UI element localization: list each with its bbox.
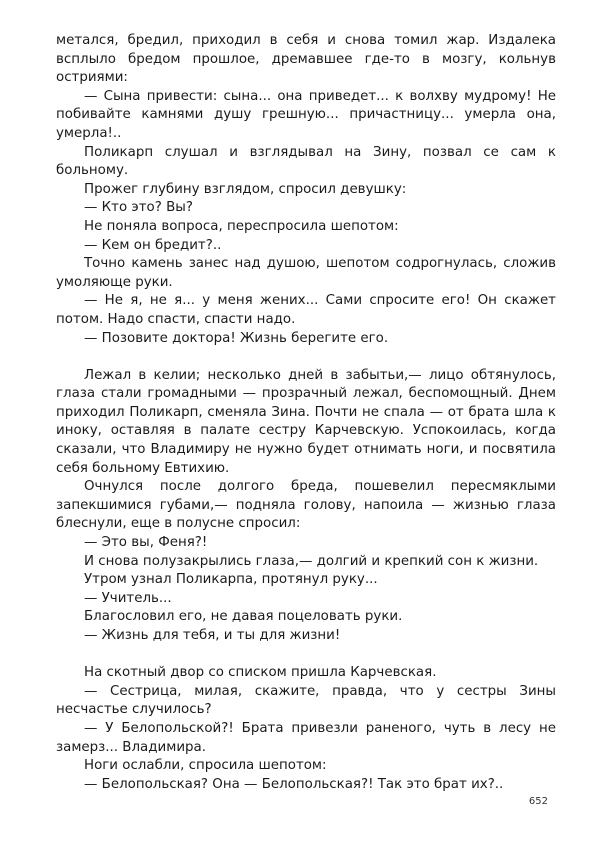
paragraph: Лежал в келии; несколько дней в забытьи,— лицо обтянулось, глаза стали громадными — прозрачный лежал, беспомощный. Днем приходил Поликарп, сменяла Зина. Почти не спала — от брата шла к иноку, оставляя в палате сестру Карчевскую. Успокоилась, когда сказали, что Владимиру не нужно будет отнимать ноги, и посвятила себя больному Евтихию. [56, 367, 556, 476]
paragraph: Поликарп слушал и взглядывал на Зину, позвал се сам к больному. [56, 144, 556, 179]
paragraph: И снова полузакрылись глаза,— долгий и крепкий сон к жизни. [84, 553, 539, 569]
paragraph: — Учитель... [84, 590, 172, 606]
page-number: 652 [528, 796, 548, 807]
paragraph: Ноги ослабли, спросила шепотом: [84, 758, 327, 774]
paragraph-gap [56, 646, 556, 665]
paragraph: метался, бредил, приходил в себя и снова томил жар. Издалека всплыло бредом прошлое, дремавшее где-то в мозгу, кольнув остриями: [56, 33, 556, 86]
paragraph: — У Белопольской?! Брата привезли раненого, чуть в лесу не замерз... Владимира. [56, 720, 556, 755]
paragraph: Точно камень занес над душою, шепотом содрогнулась, сложив умоляюще руки. [56, 256, 556, 290]
paragraph: — Сына привести: сына... она приведет... к волхву мудрому! Не побивайте камнями душу грешную... причастницу... умерла она, умерла!.. [56, 88, 556, 141]
paragraph: На скотный двор со списком пришла Карчевская. [84, 665, 437, 681]
paragraph: Не поняла вопроса, переспросила шепотом: [84, 218, 399, 234]
paragraph-gap [56, 348, 556, 367]
paragraph: Очнулся после долгого бреда, пошевелил пересмяклыми запекшимися губами,— подняла голову, напоила — жизнью глаза блеснули, еще в полусне спросил: [56, 479, 556, 532]
paragraph: — Белопольская? Она — Белопольская?! Так это брат их?.. [84, 776, 504, 792]
paragraph: — Сестрица, милая, скажите, правда, что у сестры Зины несчастье случилось? [56, 683, 556, 718]
paragraph: — Это вы, Феня?! [84, 535, 208, 551]
page-text [56, 32, 556, 794]
paragraph: Утром узнал Поликарпа, протянул руку... [84, 572, 378, 588]
paragraph: — Кто это? Вы? [84, 200, 193, 216]
paragraph: — Не я, не я... у меня жених... Сами спросите его! Он скажет потом. Надо спасти, спасти надо. [56, 293, 556, 327]
paragraph: Прожег глубину взглядом, спросил девушку: [84, 181, 407, 197]
paragraph: — Кем он бредит?.. [84, 237, 222, 253]
paragraph: Благословил его, не давая поцеловать руки. [84, 609, 403, 625]
paragraph: — Жизнь для тебя, и ты для жизни! [84, 628, 341, 643]
paragraph: — Позовите доктора! Жизнь берегите его. [84, 330, 389, 346]
